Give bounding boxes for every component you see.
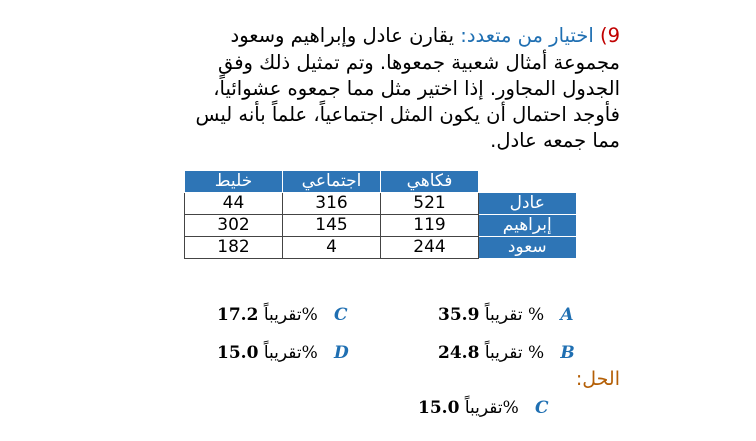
header-corner (479, 171, 577, 193)
table-cell: 119 (381, 215, 479, 237)
question-line-5: مما جمعه عادل. (490, 129, 620, 152)
solution-answer (418, 397, 548, 419)
option-a-approx: تقريباً (484, 305, 523, 325)
question-line-2: مجموعة أمثال شعبية جمعوها. وتم تمثيل ذلك وفق (217, 51, 620, 74)
question-text-1: يقارن عادل وإبراهيم وسعود (230, 24, 455, 47)
option-c-letter: C (333, 305, 348, 325)
option-b-approx: تقريباً (484, 343, 523, 363)
table-cell: 182 (185, 237, 283, 259)
option-b-percent: % (527, 343, 545, 363)
option-d-letter: D (333, 343, 349, 363)
solution-label: الحل: (575, 368, 620, 390)
solution-value: 15.0 (418, 398, 460, 418)
solution-letter: C (534, 398, 549, 418)
row-label: إبراهيم (479, 215, 577, 237)
option-a-percent: % (527, 305, 545, 325)
option-a-letter: A (560, 305, 574, 325)
option-b-value: 24.8 (438, 343, 480, 363)
question-type-label: اختيار من متعدد: (460, 24, 594, 47)
solution-percent: % (502, 398, 519, 418)
question-number: 9) (599, 24, 620, 47)
option-c-percent: % (301, 305, 318, 325)
question-line-4: فأوجد احتمال أن يكون المثل اجتماعياً، علماً بأنه ليس (195, 103, 620, 126)
option-c-value: 17.2 (217, 305, 259, 325)
option-d-percent: % (301, 343, 318, 363)
table-cell: 244 (381, 237, 479, 259)
option-c[interactable] (217, 304, 347, 326)
table-row (185, 193, 577, 215)
table-cell: 145 (283, 215, 381, 237)
col-header-social: اجتماعي (283, 171, 381, 193)
question-line-1 (231, 23, 620, 49)
option-b[interactable] (438, 342, 575, 364)
table-cell: 521 (381, 193, 479, 215)
col-header-humor: فكاهي (381, 171, 479, 193)
data-table (184, 170, 577, 259)
option-d-approx: تقريباً (263, 343, 302, 363)
table-row (185, 237, 577, 259)
option-a-value: 35.9 (438, 305, 480, 325)
table-cell: 4 (283, 237, 381, 259)
table-cell: 302 (185, 215, 283, 237)
row-label: عادل (479, 193, 577, 215)
row-label: سعود (479, 237, 577, 259)
table-header-row (185, 171, 577, 193)
table-cell: 316 (283, 193, 381, 215)
solution-approx: تقريباً (464, 398, 503, 418)
table-cell: 44 (185, 193, 283, 215)
option-c-approx: تقريباً (263, 305, 302, 325)
option-d-value: 15.0 (217, 343, 259, 363)
table-row (185, 215, 577, 237)
option-d[interactable] (217, 342, 349, 364)
option-b-letter: B (560, 343, 575, 363)
col-header-mixed: خليط (185, 171, 283, 193)
question-line-3: الجدول المجاور. إذا اختير مثل مما جمعوه عشوائياً، (213, 77, 620, 100)
option-a[interactable] (438, 304, 574, 326)
